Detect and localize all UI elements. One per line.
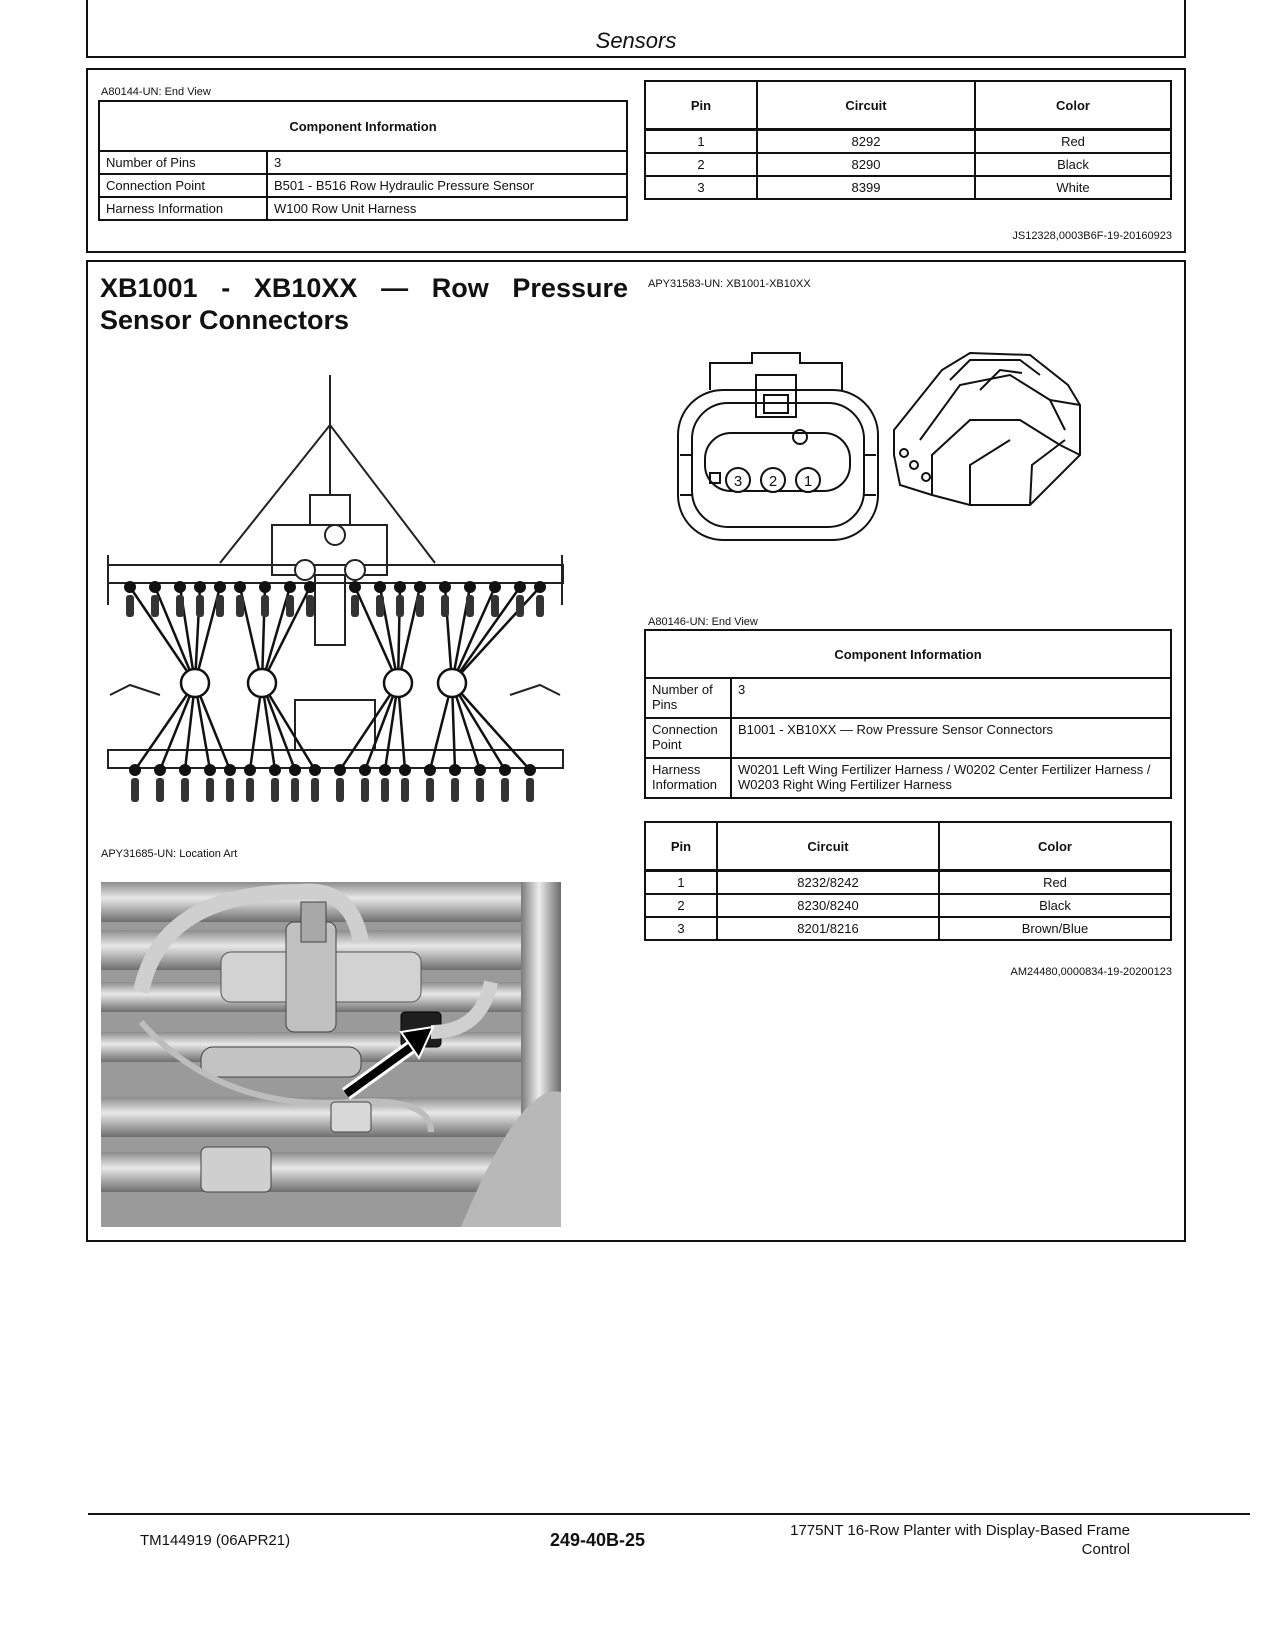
row-unit (216, 595, 224, 617)
circuit-cell: 8232/8242 (717, 871, 939, 895)
row-sensor-marker (334, 764, 346, 776)
row-sensor-marker (414, 581, 426, 593)
row-sensor-marker (204, 764, 216, 776)
row-unit (206, 778, 214, 802)
info-value: W100 Row Unit Harness (267, 197, 627, 220)
row-sensor-marker (174, 581, 186, 593)
row-unit (376, 595, 384, 617)
info-label: Harness Information (99, 197, 267, 220)
info-value: B1001 - XB10XX — Row Pressure Sensor Connectors (731, 718, 1171, 758)
pin-cell: 2 (645, 153, 757, 176)
row-unit (336, 778, 344, 802)
row-unit (181, 778, 189, 802)
row-sensor-marker (514, 581, 526, 593)
footer-doc-id: TM144919 (06APR21) (140, 1532, 291, 1549)
row-sensor-marker (234, 581, 246, 593)
sensor-harness-line (452, 683, 530, 770)
row-sensor-marker (379, 764, 391, 776)
section-heading-line2: Sensor Connectors (100, 305, 350, 335)
section-heading (100, 272, 628, 336)
info-label: Connection Point (645, 718, 731, 758)
section-heading-line1: XB1001 - XB10XX — Row Pressure (100, 273, 628, 303)
row-sensor-marker (179, 764, 191, 776)
row-unit (311, 778, 319, 802)
color-cell: White (975, 176, 1171, 199)
pin-label-1: 1 (803, 473, 813, 490)
color-header: Color (975, 81, 1171, 130)
info-label: Harness Information (645, 758, 731, 798)
info-label: Number of Pins (645, 678, 731, 718)
circuit-cell: 8292 (757, 130, 975, 154)
color-cell: Black (975, 153, 1171, 176)
row-unit (196, 595, 204, 617)
row-unit (441, 595, 449, 617)
info-value: 3 (731, 678, 1171, 718)
location-photo (101, 882, 561, 1227)
row-sensor-marker (439, 581, 451, 593)
row-unit (286, 595, 294, 617)
location-figure-label: APY31685-UN: Location Art (101, 848, 238, 860)
harness-junction (384, 669, 412, 697)
row-sensor-marker (524, 764, 536, 776)
row-sensor-marker (349, 581, 361, 593)
row-unit (306, 595, 314, 617)
row-unit (381, 778, 389, 802)
row-unit (351, 595, 359, 617)
row-sensor-marker (194, 581, 206, 593)
info-label: Number of Pins (99, 151, 267, 174)
color-cell: Red (975, 130, 1171, 154)
row-unit (476, 778, 484, 802)
row-unit (416, 595, 424, 617)
info-value: B501 - B516 Row Hydraulic Pressure Sensor (267, 174, 627, 197)
row-sensor-marker (359, 764, 371, 776)
row-sensor-marker (149, 581, 161, 593)
row-sensor-marker (259, 581, 271, 593)
pin-cell: 1 (645, 130, 757, 154)
row-sensor-marker (244, 764, 256, 776)
circuit-header: Circuit (717, 822, 939, 871)
row-unit (526, 778, 534, 802)
harness-junction (248, 669, 276, 697)
row-sensor-marker (304, 581, 316, 593)
row-unit (451, 778, 459, 802)
circuit-cell: 8290 (757, 153, 975, 176)
row-unit (396, 595, 404, 617)
row-sensor-marker (394, 581, 406, 593)
row-sensor-marker (124, 581, 136, 593)
row-unit (501, 778, 509, 802)
row-unit (131, 778, 139, 802)
row-unit (176, 595, 184, 617)
info-label: Connection Point (99, 174, 267, 197)
section-1-reference: JS12328,0003B6F-19-20160923 (1012, 230, 1172, 242)
section-2-reference: AM24480,0000834-19-20200123 (1010, 966, 1172, 978)
section-2-component-info-table (644, 629, 1172, 799)
row-unit (126, 595, 134, 617)
end-view-figure-label: A80146-UN: End View (648, 616, 758, 628)
color-header: Color (939, 822, 1171, 871)
row-unit (466, 595, 474, 617)
info-value: 3 (267, 151, 627, 174)
pin-cell: 2 (645, 894, 717, 917)
row-sensor-marker (214, 581, 226, 593)
row-sensor-marker (499, 764, 511, 776)
pin-label-3: 3 (733, 473, 743, 490)
row-sensor-marker (284, 581, 296, 593)
row-sensor-marker (534, 581, 546, 593)
circuit-cell: 8399 (757, 176, 975, 199)
pin-cell: 3 (645, 176, 757, 199)
circuit-header: Circuit (757, 81, 975, 130)
component-info-header: Component Information (99, 101, 627, 151)
pin-cell: 3 (645, 917, 717, 940)
circuit-cell: 8230/8240 (717, 894, 939, 917)
row-unit (361, 778, 369, 802)
row-sensor-marker (289, 764, 301, 776)
row-unit (536, 595, 544, 617)
row-unit (226, 778, 234, 802)
row-unit (516, 595, 524, 617)
row-unit (401, 778, 409, 802)
info-value: W0201 Left Wing Fertilizer Harness / W0202 Center Fertilizer Harness / W0203 Right Wing Fertilizer Harness (731, 758, 1171, 798)
row-unit (151, 595, 159, 617)
row-unit (246, 778, 254, 802)
harness-junction (181, 669, 209, 697)
footer-page-number: 249-40B-25 (550, 1530, 646, 1550)
row-unit (291, 778, 299, 802)
section-1-pin-table (644, 80, 1172, 200)
footer-title (730, 1521, 1130, 1559)
footer-divider (88, 1513, 1250, 1515)
row-unit (426, 778, 434, 802)
pin-cell: 1 (645, 871, 717, 895)
footer-title-line2: Control (1081, 1541, 1130, 1558)
row-unit (261, 595, 269, 617)
row-sensor-marker (449, 764, 461, 776)
row-sensor-marker (129, 764, 141, 776)
pin-header: Pin (645, 81, 757, 130)
circuit-cell: 8201/8216 (717, 917, 939, 940)
row-sensor-marker (374, 581, 386, 593)
row-sensor-marker (464, 581, 476, 593)
row-unit (491, 595, 499, 617)
component-info-header: Component Information (645, 630, 1171, 678)
row-unit (271, 778, 279, 802)
row-unit (236, 595, 244, 617)
color-cell: Black (939, 894, 1171, 917)
harness-junction (438, 669, 466, 697)
color-cell: Red (939, 871, 1171, 895)
row-sensor-marker (489, 581, 501, 593)
row-sensor-marker (474, 764, 486, 776)
row-sensor-marker (309, 764, 321, 776)
row-sensor-marker (399, 764, 411, 776)
sensor-harness-line (262, 683, 315, 770)
row-sensor-marker (154, 764, 166, 776)
page-title: Sensors (595, 28, 677, 53)
pin-label-2: 2 (768, 473, 778, 490)
section-1-figure-label: A80144-UN: End View (101, 86, 211, 98)
pin-header: Pin (645, 822, 717, 871)
sensor-harness-line (130, 587, 195, 683)
section-2-pin-table (644, 821, 1172, 941)
row-sensor-marker (269, 764, 281, 776)
footer-title-line1: 1775NT 16-Row Planter with Display-Based Frame (790, 1522, 1130, 1539)
row-unit (156, 778, 164, 802)
section-1-component-info-table (98, 100, 628, 221)
planter-location-diagram (100, 365, 570, 805)
connector-end-view-illustration (670, 345, 1110, 555)
row-sensor-marker (424, 764, 436, 776)
connector-figure-label: APY31583-UN: XB1001-XB10XX (648, 278, 811, 290)
color-cell: Brown/Blue (939, 917, 1171, 940)
row-sensor-marker (224, 764, 236, 776)
sensor-harness-line (452, 683, 505, 770)
